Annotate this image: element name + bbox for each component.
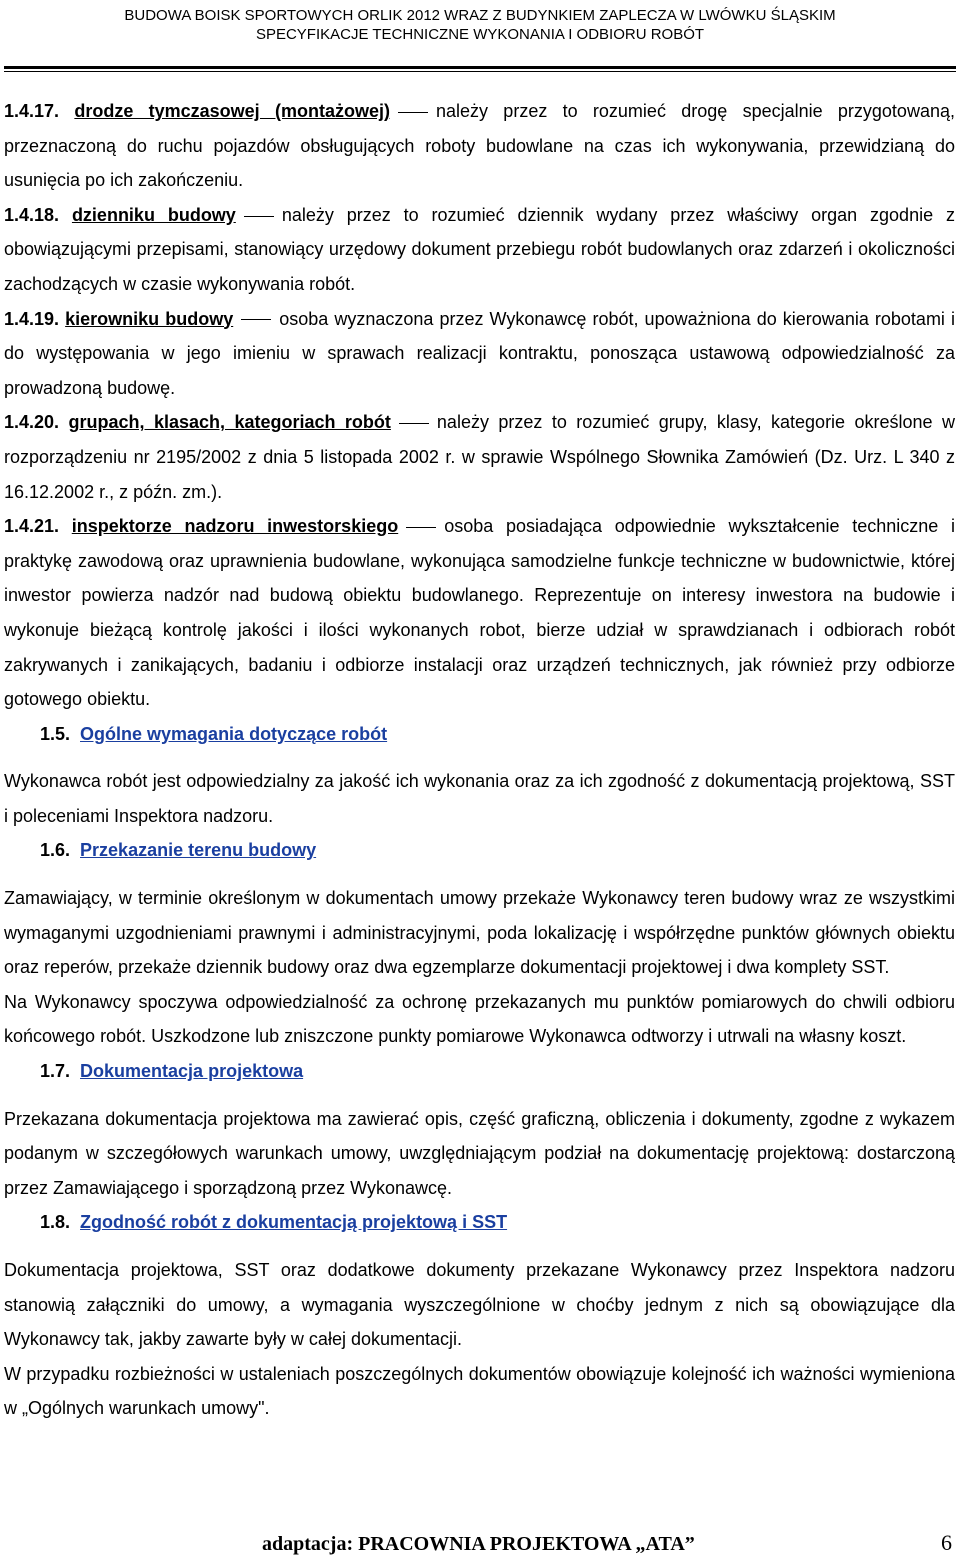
- definition-term: inspektorze nadzoru inwestorskiego: [71, 516, 399, 537]
- section-title: Zgodność robót z dokumentacją projektową i SST: [80, 1212, 508, 1233]
- section-1-5-paragraph-1: Wykonawca robót jest odpowiedzialny za jakość ich wykonania oraz za ich zgodność z dokumentacją projektową, SST i poleceniami Inspektora nadzoru.: [4, 771, 955, 826]
- section-heading-1-7: [4, 1054, 955, 1089]
- section-1-8-paragraph-2: W przypadku rozbieżności w ustaleniach poszczególnych dokumentów obowiązuje kolejność ich ważności wymieniona w „Ogólnych warunkach umowy".: [4, 1363, 955, 1419]
- section-title: Dokumentacja projektowa: [80, 1061, 304, 1082]
- definition-number: 1.4.18.: [4, 204, 60, 225]
- header-divider: [4, 66, 956, 69]
- header-divider-thin: [4, 71, 956, 72]
- section-title: Przekazanie terenu budowy: [80, 840, 317, 861]
- section-heading-1-6: [4, 833, 955, 868]
- definition-text: należy przez to rozumieć grupy, klasy, kategorie określone w rozporządzeniu nr 2195/2002 z dnia 5 listopada 2002 r. w sprawie Wspólnego Słownika Zamówień (Dz. Urz. L 340 z 16.12.2002 r., z późn. zm.).: [4, 412, 955, 502]
- definition-number: 1.4.21.: [4, 516, 60, 537]
- definition-1-4-18: [4, 198, 955, 302]
- dash-separator: [244, 216, 274, 217]
- definition-number: 1.4.17.: [4, 101, 60, 121]
- section-heading-1-8: [4, 1205, 955, 1240]
- definition-term: dzienniku budowy: [71, 204, 236, 225]
- definition-1-4-19: [4, 302, 955, 406]
- definition-1-4-20: [4, 405, 955, 509]
- section-1-6-paragraph-2: Na Wykonawcy spoczywa odpowiedzialność za ochronę przekazanych mu punktów pomiarowych do chwili odbioru końcowego robót. Uszkodzone lub zniszczone punkty pomiarowe Wykonawca odtworzy i utrwali na własny koszt.: [4, 991, 955, 1047]
- section-number: 1.7.: [40, 1061, 71, 1082]
- section-number: 1.6.: [40, 840, 71, 861]
- footer-credit: adaptacja: PRACOWNIA PROJEKTOWA „ATA”: [262, 1533, 695, 1555]
- definition-number: 1.4.20.: [4, 412, 60, 433]
- section-1-7-paragraph-1: Przekazana dokumentacja projektowa ma zawierać opis, część graficzną, obliczenia i dokumenty, zgodne z wykazem podanym w szczegółowych warunkach umowy, uwzględniającym podział na dokumentację projektową: dostarczoną przez Zamawiającego i sporządzoną przez Wykonawcę.: [4, 1108, 955, 1198]
- section-number: 1.8.: [40, 1212, 71, 1233]
- dash-separator: [241, 319, 271, 320]
- dash-separator: [406, 527, 436, 528]
- section-number: 1.5.: [40, 723, 71, 744]
- header-line-2: SPECYFIKACJE TECHNICZNE WYKONANIA I ODBIORU ROBÓT: [255, 26, 705, 43]
- definition-number: 1.4.19.: [4, 308, 60, 329]
- header-line-1: BUDOWA BOISK SPORTOWYCH ORLIK 2012 WRAZ Z BUDYNKIEM ZAPLECZA W LWÓWKU ŚLĄSKIM: [124, 7, 836, 24]
- dash-separator: [398, 112, 428, 113]
- definition-term: grupach, klasach, kategoriach robót: [68, 412, 391, 433]
- definition-1-4-21: [4, 509, 955, 717]
- definition-text: należy przez to rozumieć drogę specjalnie przygotowaną, przeznaczoną do ruchu pojazdów obsługujących roboty budowlane na czas ich wykonywania, przewidzianą do usunięcia po ich zakończeniu.: [4, 101, 955, 191]
- page-header: [0, 6, 960, 44]
- definition-term: drodze tymczasowej (montażowej): [74, 101, 390, 121]
- dash-separator: [399, 423, 429, 424]
- section-title: Ogólne wymagania dotyczące robót: [80, 723, 388, 744]
- definition-term: kierowniku budowy: [65, 308, 234, 329]
- section-heading-1-5: [4, 717, 955, 752]
- definition-1-4-17: [4, 94, 955, 198]
- document-body: [4, 94, 955, 1426]
- page-number: 6: [941, 1530, 952, 1555]
- definition-text: osoba wyznaczona przez Wykonawcę robót, upoważniona do kierowania robotami i do występowania w jego imieniu w sprawach realizacji kontraktu, ponosząca ustawową odpowiedzialność za prowadzoną budowę.: [4, 308, 955, 398]
- definition-text: osoba posiadająca odpowiednie wykształcenie techniczne i praktykę zawodową oraz uprawnienia budowlane, wykonująca samodzielne funkcje techniczne w budownictwie, której inwestor powierza nadzór nad budową obiektu budowlanego. Reprezentuje on interesy inwestora na budowie i wykonuje bieżącą kontrolę jakości i ilości wykonanych robot, bierze udział w sprawdzianach i odbiorach robót zakrywanych i zanikających, badaniu i odbiorze instalacji oraz urządzeń technicznych, jak również przy odbiorze gotowego obiektu.: [4, 516, 955, 710]
- section-1-6-paragraph-1: Zamawiający, w terminie określonym w dokumentach umowy przekaże Wykonawcy teren budowy wraz ze wszystkimi wymaganymi uzgodnieniami prawnymi i administracyjnymi, poda lokalizację i współrzędne punktów głównych obiektu oraz reperów, przekaże dziennik budowy oraz dwa egzemplarze dokumentacji projektowej i dwa komplety SST.: [4, 888, 955, 978]
- definition-text: należy przez to rozumieć dziennik wydany przez właściwy organ zgodnie z obowiązującymi przepisami, stanowiący urzędowy dokument przebiegu robót budowlanych oraz zdarzeń i okoliczności zachodzących w czasie wykonywania robót.: [4, 204, 955, 294]
- section-1-8-paragraph-1: Dokumentacja projektowa, SST oraz dodatkowe dokumenty przekazane Wykonawcy przez Inspektora nadzoru stanowią załączniki do umowy, a wymagania wyszczególnione w choćby jednym z nich są obowiązujące dla Wykonawcy tak, jakby zawarte były w całej dokumentacji.: [4, 1260, 955, 1350]
